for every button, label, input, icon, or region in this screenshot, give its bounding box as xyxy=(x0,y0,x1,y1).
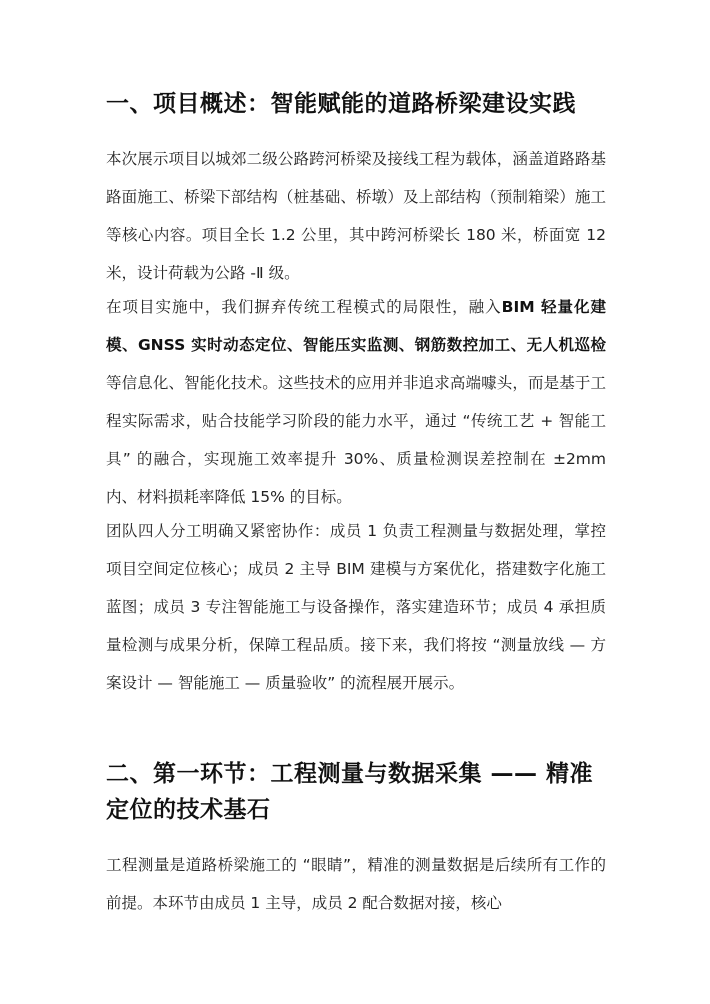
paragraph-2-lead-text: 在项目实施中，我们摒弃传统工程模式的局限性，融入 xyxy=(106,298,502,316)
section-1-heading: 一、项目概述：智能赋能的道路桥梁建设实践 xyxy=(106,91,576,117)
paragraph-2-technology-list: BIM 轻量化建模、GNSS 实时动态定位、智能压实监测、钢筋数控加工、无人机巡检 xyxy=(106,298,606,354)
section-2-paragraph-1: 工程测量是道路桥梁施工的 “眼睛”，精准的测量数据是后续所有工作的前提。本环节由成员 1 主导，成员 2 配合数据对接，核心 xyxy=(106,856,606,912)
paragraph-2-tail-text: 等信息化、智能化技术。这些技术的应用并非追求高端噱头，而是基于工程实际需求，贴合技能学习阶段的能力水平，通过 “传统工艺 + 智能工具” 的融合，实现施工效率提升 30%、质量检测误差控制在 ±2mm 内、材料损耗率降低 15% 的目标。 xyxy=(106,374,606,506)
section-1-paragraph-2 xyxy=(106,288,606,516)
section-1-paragraph-3: 团队四人分工明确又紧密协作：成员 1 负责工程测量与数据处理，掌控项目空间定位核心；成员 2 主导 BIM 建模与方案优化，搭建数字化施工蓝图；成员 3 专注智能施工与设备操作，落实建造环节；成员 4 承担质量检测与成果分析，保障工程品质。接下来，我们将按 “测量放线 — 方案设计 — 智能施工 — 质量验收” 的流程展开展示。 xyxy=(106,522,606,692)
section-2-heading: 二、第一环节：工程测量与数据采集 —— 精准定位的技术基石 xyxy=(106,761,594,823)
section-1-paragraph-1: 本次展示项目以城郊二级公路跨河桥梁及接线工程为载体，涵盖道路路基路面施工、桥梁下部结构（桩基础、桥墩）及上部结构（预制箱梁）施工等核心内容。项目全长 1.2 公里，其中跨河桥梁长 180 米，桥面宽 12 米，设计荷载为公路 -Ⅱ 级。 xyxy=(106,150,606,282)
